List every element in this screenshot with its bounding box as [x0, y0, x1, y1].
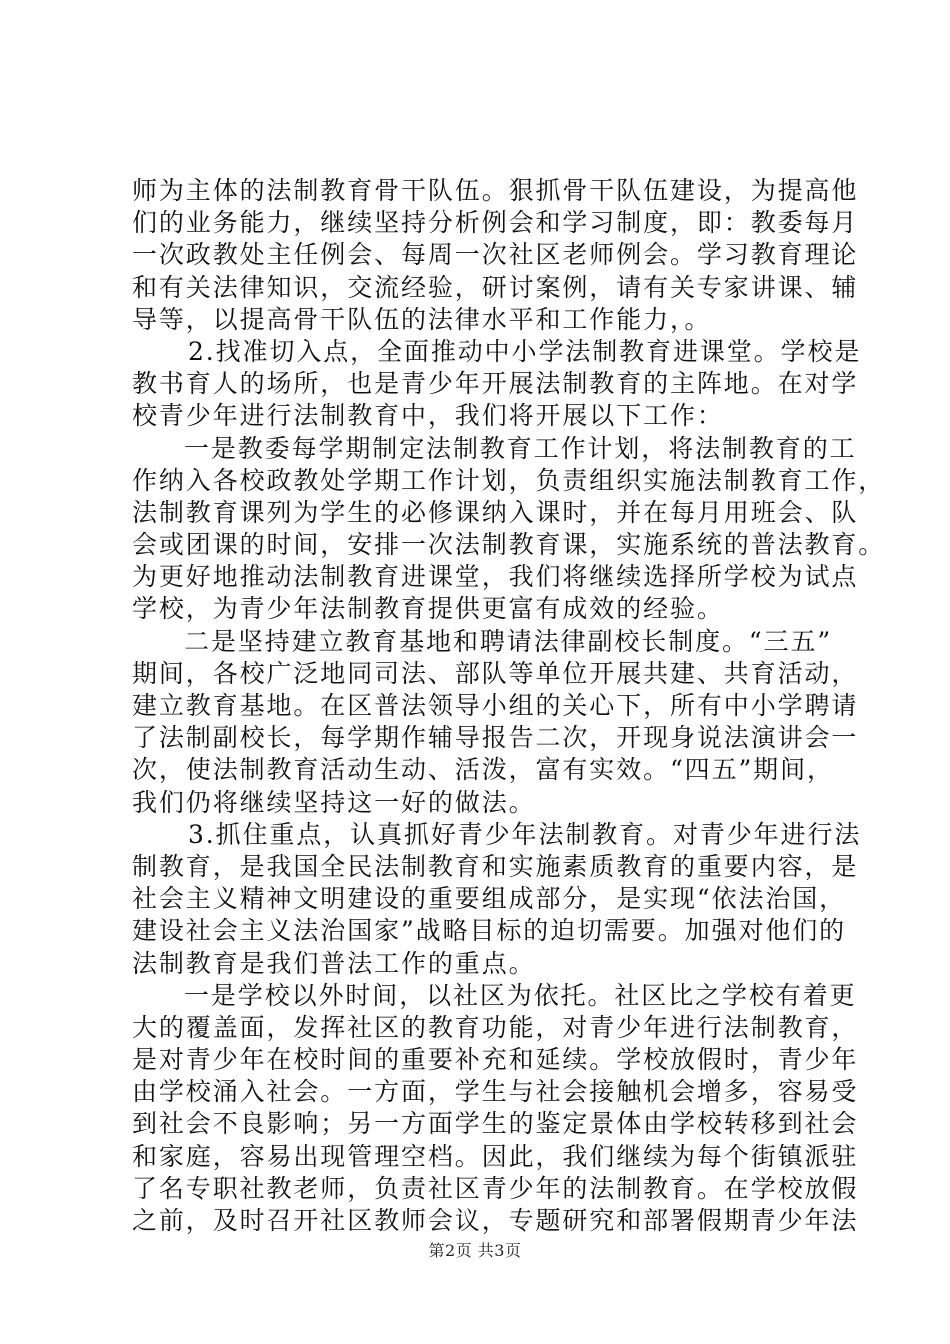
text-line: 次，使法制教育活动生动、活泼，富有实效。“四五”期间， — [132, 755, 834, 785]
text-line: 和家庭，容易出现管理空档。因此，我们继续为每个街镇派驻 — [132, 1141, 859, 1171]
text-line: 建立教育基地。在区普法领导小组的关心下，所有中小学聘请 — [132, 691, 859, 720]
text-line: 是对青少年在校时间的重要补充和延续。学校放假时，青少年 — [132, 1045, 859, 1075]
text-line: 建设社会主义法治国家”战略目标的迫切需要。加强对他们的 — [132, 916, 847, 946]
paragraph-start-line: 一是教委每学期制定法制教育工作计划，将法制教育的工 — [184, 433, 857, 463]
text-line: 会或团课的时间，安排一次法制教育课，实施系统的普法教育。 — [132, 530, 886, 560]
text-line: 导等，以提高骨干队伍的法律水平和工作能力，。 — [132, 304, 712, 334]
text-line: 们的业务能力，继续坚持分析例会和学习制度，即：教委每月 — [132, 208, 859, 238]
text-line: 期间，各校广泛地同司法、部队等单位开展共建、共育活动， — [132, 658, 859, 688]
text-line: 为更好地推动法制教育进课堂，我们将继续选择所学校为试点 — [132, 562, 859, 592]
text-line: 一次政教处主任例会、每周一次社区老师例会。学习教育理论 — [132, 240, 859, 270]
text-line: 教书育人的场所，也是青少年开展法制教育的主阵地。在对学 — [132, 369, 859, 399]
page-number-footer: 第2页 共3页 — [428, 1241, 522, 1260]
text-line: 了名专职社教老师，负责社区青少年的法制教育。在学校放假 — [132, 1173, 859, 1203]
section-heading-line: 2.找准切入点，全面推动中小学法制教育进课堂。学校是 — [188, 336, 862, 366]
text-line: 学校，为青少年法制教育提供更富有成效的经验。 — [132, 594, 724, 624]
text-line: 法制教育是我们普法工作的重点。 — [132, 948, 536, 978]
section-heading-line: 3.抓住重点，认真抓好青少年法制教育。对青少年进行法 — [188, 819, 862, 849]
text-line: 师为主体的法制教育骨干队伍。狠抓骨干队伍建设，为提高他 — [132, 176, 859, 205]
text-line: 了法制副校长，每学期作辅导报告二次，开现身说法演讲会一 — [132, 723, 859, 753]
text-line: 由学校涌入社会。一方面，学生与社会接触机会增多，容易受 — [132, 1077, 859, 1107]
text-line: 社会主义精神文明建设的重要组成部分，是实现“依法治国， — [132, 884, 847, 914]
text-line: 法制教育课列为学生的必修课纳入课时，并在每月用班会、队 — [132, 497, 859, 527]
paragraph-start-line: 二是坚持建立教育基地和聘请法律副校长制度。“三五” — [184, 626, 833, 656]
paragraph-start-line: 一是学校以外时间，以社区为依托。社区比之学校有着更 — [184, 980, 857, 1010]
text-line: 大的覆盖面，发挥社区的教育功能，对青少年进行法制教育， — [132, 1012, 859, 1042]
text-line: 之前，及时召开社区教师会议，专题研究和部署假期青少年法 — [132, 1206, 859, 1235]
text-line: 校青少年进行法制教育中，我们将开展以下工作： — [132, 401, 724, 431]
text-line: 我们仍将继续坚持这一好的做法。 — [132, 787, 536, 817]
text-line: 和有关法律知识，交流经验，研讨案例，请有关专家讲课、辅 — [132, 272, 859, 302]
text-line: 制教育，是我国全民法制教育和实施素质教育的重要内容，是 — [132, 851, 859, 881]
text-line: 作纳入各校政教处学期工作计划，负责组织实施法制教育工作， — [132, 465, 886, 495]
text-line: 到社会不良影响；另一方面学生的鉴定景体由学校转移到社会 — [132, 1109, 859, 1139]
document-body — [132, 175, 886, 1237]
